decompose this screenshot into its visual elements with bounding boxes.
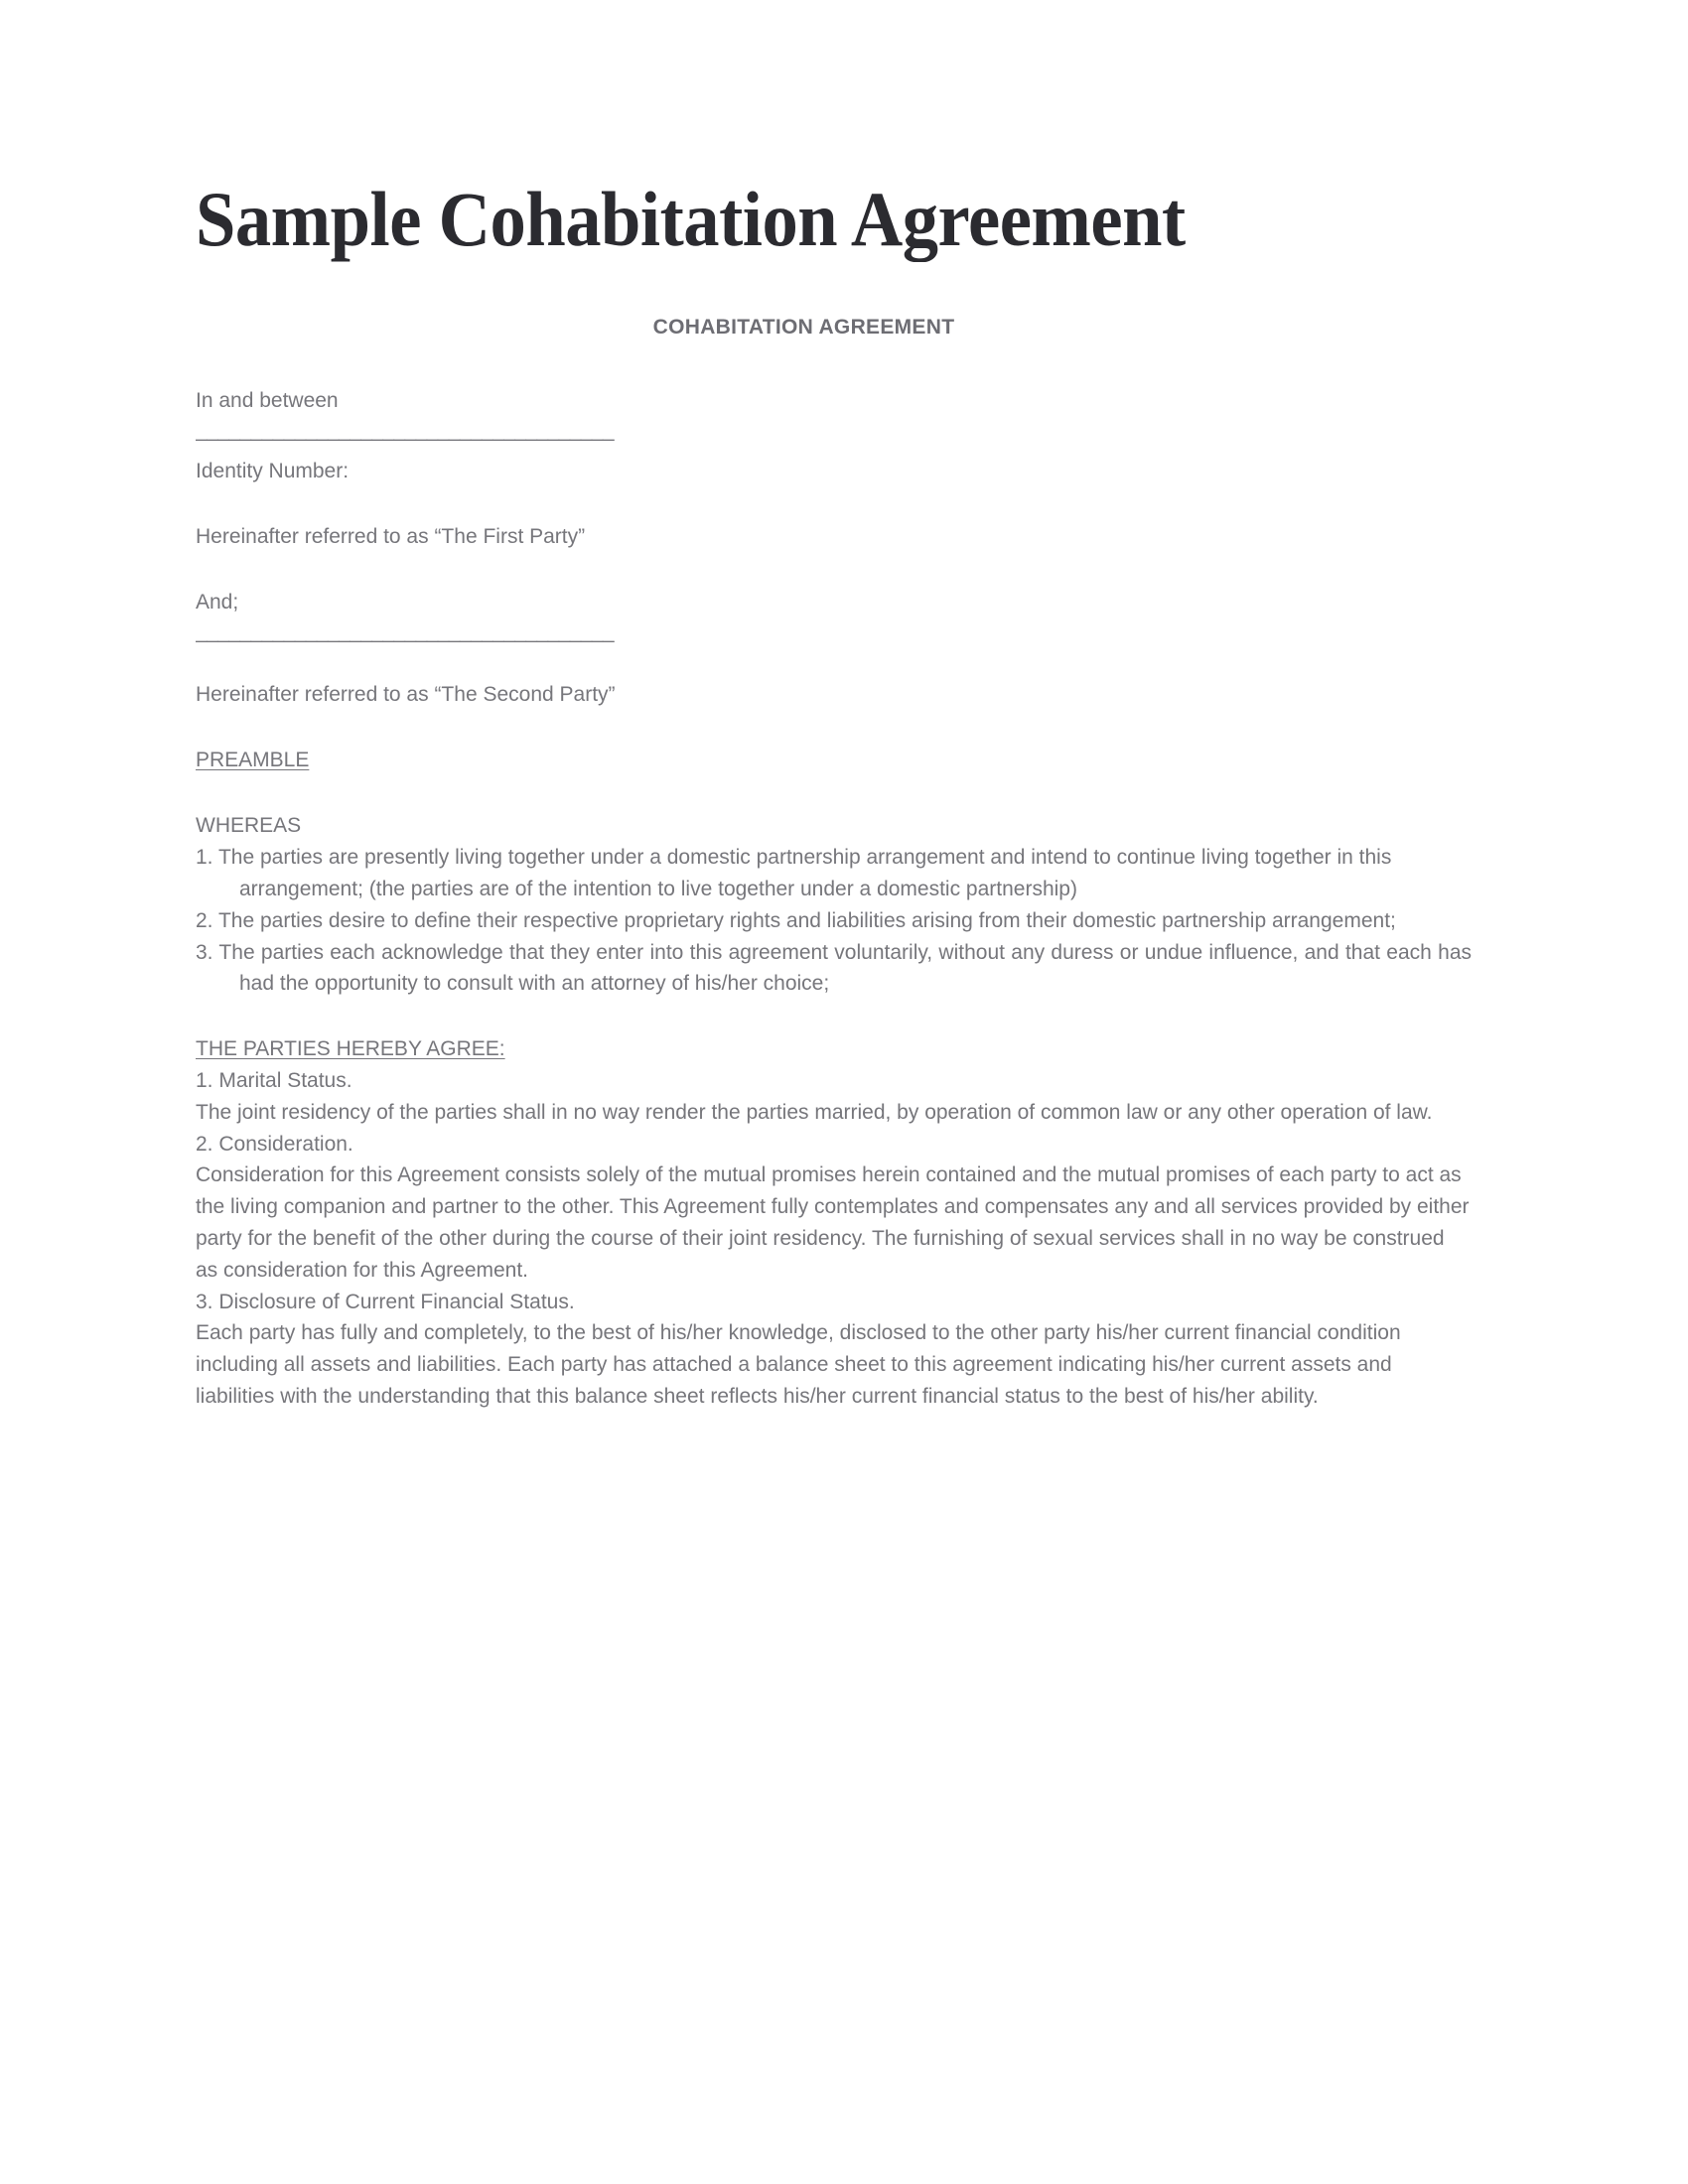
- document-content: [196, 176, 1472, 1413]
- clause-body: The joint residency of the parties shall in no way render the parties married, by operation of common law or any other operation of law.: [196, 1100, 1433, 1124]
- whereas-item: 1. The parties are presently living together under a domestic partnership arrangement and intend to continue living together in this arrangement; (the parties are of the intention to live together under a domestic partnership): [196, 845, 1392, 900]
- clause-heading: 2. Consideration.: [196, 1132, 353, 1156]
- second-party-name-blank: ______________________________________: [196, 619, 615, 643]
- page-title: Sample Cohabitation Agreement: [196, 176, 1186, 262]
- clause-heading: 3. Disclosure of Current Financial Status.: [196, 1290, 575, 1313]
- intro-label: In and between: [196, 388, 339, 412]
- identity-number-label: Identity Number:: [196, 460, 350, 483]
- second-party-designation: Hereinafter referred to as “The Second Party”: [196, 683, 616, 707]
- first-party-designation: Hereinafter referred to as “The First Party”: [196, 525, 586, 548]
- and-connector: And;: [196, 590, 239, 614]
- clause-body: Each party has fully and completely, to the best of his/her knowledge, disclosed to the other party his/her current financial condition including all assets and liabilities. Each party has attached a balance sheet to this agreement indicating his/her current assets and liabilities with the understanding that this balance sheet reflects his/her current financial status to the best of his/her ability.: [196, 1321, 1401, 1409]
- whereas-item: 3. The parties each acknowledge that they enter into this agreement voluntarily, without any duress or undue influence, and that each has had the opportunity to consult with an attorney of his/her choice;: [196, 940, 1472, 996]
- whereas-label: WHEREAS: [196, 813, 302, 837]
- preamble-heading-text: PREAMBLE: [196, 749, 310, 772]
- parties-agree-heading: [196, 1033, 1472, 1065]
- clause-heading: 1. Marital Status.: [196, 1069, 352, 1093]
- parties-agree-heading-text: THE PARTIES HEREBY AGREE:: [196, 1037, 505, 1061]
- clause-body: Consideration for this Agreement consists solely of the mutual promises herein contained and the mutual promises of each party to act as the living companion and partner to the other. This Agreement fully contemplates and compensates any and all services provided by either party for the benefit of the other during the course of their joint residency. The furnishing of sexual services shall in no way be construed as consideration for this Agreement.: [196, 1163, 1470, 1282]
- document-subtitle: COHABITATION AGREEMENT: [652, 315, 955, 339]
- whereas-item: 2. The parties desire to define their respective proprietary rights and liabilities arising from their domestic partnership arrangement;: [196, 908, 1396, 932]
- preamble-heading: [196, 745, 1472, 776]
- first-party-name-blank: ______________________________________: [196, 418, 615, 442]
